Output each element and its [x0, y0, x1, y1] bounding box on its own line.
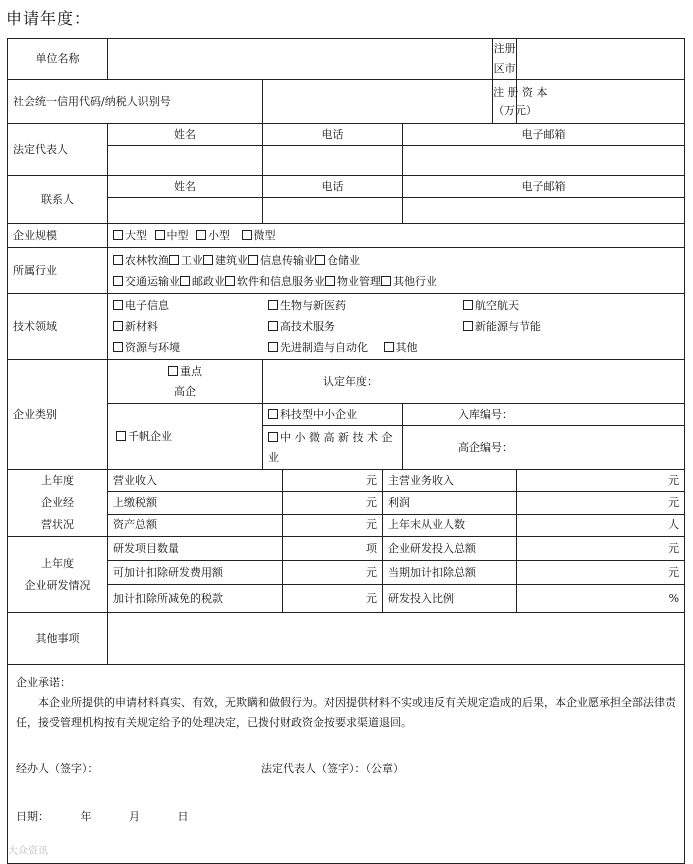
industry-warehousing-text: 仓储业: [327, 253, 360, 267]
checkbox-icon: [180, 276, 190, 286]
reg-capital-label-1: 注 册 资 本: [493, 85, 548, 99]
scale-large-checkbox[interactable]: [113, 226, 147, 246]
date-year: 年: [80, 810, 92, 823]
employees-label: 上年末从业人数: [383, 514, 517, 536]
checkbox-icon: [116, 431, 126, 441]
employees-field[interactable]: 人: [517, 514, 685, 536]
industry-info-transmission-text: 信息传输业: [260, 253, 315, 267]
rnd-label-2: 企业研发情况: [24, 578, 91, 592]
handler-signature[interactable]: 经办人（签字）：: [16, 762, 99, 775]
tech-other-text: 其他: [395, 341, 418, 354]
tech-materials-text: 新材料: [125, 320, 158, 333]
checkbox-icon: [268, 432, 278, 442]
scale-medium-text: 中型: [166, 228, 189, 242]
scale-micro-text: 微型: [253, 228, 276, 242]
tech-sme-checkbox[interactable]: [263, 404, 403, 426]
rnd-projects-label: 研发项目数量: [108, 537, 283, 561]
unit-name-field[interactable]: [108, 39, 493, 80]
tech-sme-text: 科技型中小企业: [280, 407, 357, 421]
industry-property-text: 物业管理: [337, 274, 381, 288]
reg-capital-label: [493, 80, 548, 124]
cert-year-field[interactable]: [263, 360, 685, 404]
tech-electronics-checkbox[interactable]: [113, 295, 268, 316]
contact-label: 联系人: [8, 176, 108, 224]
category-label: 企业类别: [8, 360, 108, 470]
checkbox-icon: [113, 255, 123, 265]
industry-other-checkbox[interactable]: [381, 271, 437, 292]
unit-name-label: 单位名称: [8, 39, 108, 80]
tax-reduction-label: 加计扣除所减免的税款: [108, 585, 283, 613]
date-month: 月: [129, 810, 140, 823]
industry-other-text: 其他行业: [393, 274, 437, 288]
scale-micro-checkbox[interactable]: [242, 226, 276, 246]
checkbox-icon: [168, 366, 178, 376]
other-label: 其他事项: [8, 613, 108, 665]
legal-rep-phone-field[interactable]: [263, 146, 403, 176]
date-row[interactable]: [16, 807, 676, 827]
checkbox-icon: [268, 342, 278, 352]
checkbox-icon: [225, 276, 235, 286]
qianfan-text: 千帆企业: [128, 429, 172, 443]
checkbox-icon: [113, 321, 123, 331]
industry-software-checkbox[interactable]: [225, 271, 325, 292]
contact-email-header: 电子邮箱: [403, 176, 685, 198]
legal-rep-signature[interactable]: 法定代表人（签字）：（公章）: [261, 762, 404, 775]
rnd-label: [8, 537, 108, 613]
checkbox-icon: [268, 300, 278, 310]
tax-reduction-field[interactable]: 元: [283, 585, 383, 613]
rnd-investment-label: 企业研发投入总额: [383, 537, 517, 561]
reg-district-text: 注册区市: [493, 42, 516, 75]
reg-capital-label-2: （万元）: [493, 103, 538, 117]
tech-environment-text: 资源与环境: [125, 341, 180, 354]
page-title: 申请年度：: [6, 9, 92, 28]
checkbox-icon: [113, 230, 123, 240]
application-form: [7, 38, 685, 864]
checkbox-icon: [113, 342, 123, 352]
industry-construction-text: 建筑业: [215, 253, 248, 267]
industry-agriculture-checkbox[interactable]: [113, 250, 169, 271]
tech-energy-text: 新能源与节能: [475, 320, 541, 333]
legal-rep-name-field[interactable]: [108, 146, 263, 176]
deductible-rnd-label: 可加计扣除研发费用额: [108, 561, 283, 585]
scale-small-checkbox[interactable]: [196, 226, 230, 246]
checkbox-icon: [155, 230, 165, 240]
signature-row: [16, 759, 676, 779]
operation-label-1: 上年度: [41, 474, 74, 487]
tech-environment-checkbox[interactable]: [113, 337, 268, 358]
scale-large-text: 大型: [125, 228, 147, 242]
contact-phone-field[interactable]: [263, 198, 403, 224]
industry-manufacturing-checkbox[interactable]: [169, 250, 203, 271]
tech-aerospace-checkbox[interactable]: [463, 295, 679, 316]
key-hightech-checkbox[interactable]: [108, 360, 263, 404]
checkbox-icon: [384, 342, 394, 352]
industry-postal-checkbox[interactable]: [180, 271, 225, 292]
tech-electronics-text: 电子信息: [125, 299, 169, 312]
tech-bio-text: 生物与新医药: [280, 299, 346, 312]
current-deduction-field[interactable]: 元: [517, 561, 685, 585]
warehouse-no-field[interactable]: [403, 404, 685, 426]
checkbox-icon: [325, 276, 335, 286]
tech-services-text: 高技术服务: [280, 320, 335, 333]
industry-info-transmission-checkbox[interactable]: [248, 250, 315, 271]
tech-options: [108, 294, 685, 360]
qianfan-checkbox[interactable]: [108, 404, 263, 470]
checkbox-icon: [242, 230, 252, 240]
checkbox-icon: [203, 255, 213, 265]
watermark-logo: 大众资讯: [8, 846, 48, 857]
tech-other-checkbox[interactable]: [384, 337, 418, 358]
operation-label-3: 营状况: [41, 518, 74, 531]
scale-small-text: 小型: [208, 228, 230, 242]
micro-hightech-text: 中 小 微 高 新 技 术 企 业: [268, 430, 393, 464]
promise-heading: 企业承诺：: [16, 676, 71, 689]
checkbox-icon: [268, 321, 278, 331]
rnd-ratio-label: 研发投入比例: [383, 585, 517, 613]
credit-code-label: 社会统一信用代码/纳税人识别号: [8, 80, 263, 124]
promise-text: 本企业所提供的申请材料真实、有效，无欺瞒和做假行为。对因提供材料不实或违反有关规定造成的后果，本企业愿承担全部法律责任，接受管理机构按有关规定给予的处理决定，已拨付财政资金按要求渠道退回。: [16, 696, 676, 729]
industry-postal-text: 邮政业: [192, 274, 225, 288]
contact-name-field[interactable]: [108, 198, 263, 224]
other-field[interactable]: [108, 613, 685, 665]
legal-rep-label: 法定代表人: [8, 124, 108, 176]
legal-rep-phone-header: 电话: [263, 124, 403, 146]
scale-label: 企业规模: [8, 224, 108, 248]
main-revenue-label: 主营业务收入: [383, 470, 517, 492]
checkbox-icon: [113, 300, 123, 310]
tax-paid-label: 上缴税额: [108, 492, 283, 514]
legal-rep-name-header: 姓名: [108, 124, 263, 146]
tech-aerospace-text: 航空航天: [475, 299, 519, 312]
contact-name-header: 姓名: [108, 176, 263, 198]
industry-label: 所属行业: [8, 248, 108, 294]
legal-rep-email-field[interactable]: [403, 146, 685, 176]
credit-code-field[interactable]: [263, 80, 493, 124]
hightech-no-label: 高企编号：: [458, 440, 513, 454]
checkbox-icon: [463, 300, 473, 310]
checkbox-icon: [315, 255, 325, 265]
profit-field[interactable]: 元: [517, 492, 685, 514]
industry-software-text: 软件和信息服务业: [237, 274, 325, 288]
total-assets-field[interactable]: 元: [283, 514, 383, 536]
reg-district-field[interactable]: [517, 39, 685, 80]
industry-transport-checkbox[interactable]: [113, 271, 180, 292]
revenue-label: 营业收入: [108, 470, 283, 492]
key-hightech-line-1: [113, 362, 257, 382]
rnd-projects-field[interactable]: 项: [283, 537, 383, 561]
deductible-rnd-field[interactable]: 元: [283, 561, 383, 585]
industry-agriculture-text: 农林牧渔: [125, 253, 169, 267]
checkbox-icon: [463, 321, 473, 331]
checkbox-icon: [268, 409, 278, 419]
operation-label-2: 企业经: [41, 496, 74, 509]
micro-hightech-checkbox[interactable]: [263, 426, 403, 470]
contact-phone-header: 电话: [263, 176, 403, 198]
industry-transport-text: 交通运输业: [125, 274, 180, 288]
operation-label: [8, 470, 108, 537]
warehouse-no-label: 入库编号：: [458, 407, 513, 421]
date-label: 日期：: [16, 810, 49, 823]
legal-rep-email-header: 电子邮箱: [403, 124, 685, 146]
industry-warehousing-checkbox[interactable]: [315, 250, 360, 271]
profit-label: 利润: [383, 492, 517, 514]
checkbox-icon: [196, 230, 206, 240]
contact-email-field[interactable]: [403, 198, 685, 224]
promise-section: [8, 665, 685, 864]
key-hightech-text-2: 高企: [174, 384, 196, 398]
tech-manufacturing-checkbox[interactable]: [268, 337, 368, 358]
main-revenue-field[interactable]: 元: [517, 470, 685, 492]
scale-options: [108, 224, 685, 248]
tech-label: 技术领域: [8, 294, 108, 360]
tech-energy-checkbox[interactable]: [463, 316, 679, 337]
total-assets-label: 资产总额: [108, 514, 283, 536]
tech-materials-checkbox[interactable]: [113, 316, 268, 337]
revenue-field[interactable]: 元: [283, 470, 383, 492]
checkbox-icon: [248, 255, 258, 265]
tax-paid-field[interactable]: 元: [283, 492, 383, 514]
checkbox-icon: [169, 255, 179, 265]
key-hightech-text-1: 重点: [180, 364, 202, 378]
rnd-label-1: 上年度: [41, 556, 74, 570]
current-deduction-label: 当期加计扣除总额: [383, 561, 517, 585]
hightech-no-field[interactable]: [403, 426, 685, 470]
industry-manufacturing-text: 工业: [181, 253, 203, 267]
tech-services-checkbox[interactable]: [268, 316, 463, 337]
checkbox-icon: [381, 276, 391, 286]
checkbox-icon: [113, 276, 123, 286]
cert-year-label: 认定年度：: [323, 374, 378, 388]
tech-bio-checkbox[interactable]: [268, 295, 463, 316]
rnd-ratio-field[interactable]: %: [517, 585, 685, 613]
scale-medium-checkbox[interactable]: [155, 226, 189, 246]
tech-manufacturing-text: 先进制造与自动化: [280, 341, 368, 354]
rnd-investment-field[interactable]: 元: [517, 537, 685, 561]
date-day: 日: [177, 810, 189, 823]
industry-construction-checkbox[interactable]: [203, 250, 248, 271]
reg-district-label: [493, 39, 517, 80]
industry-options: [108, 248, 685, 294]
industry-property-checkbox[interactable]: [325, 271, 381, 292]
tech-row3-middle: [268, 337, 463, 358]
